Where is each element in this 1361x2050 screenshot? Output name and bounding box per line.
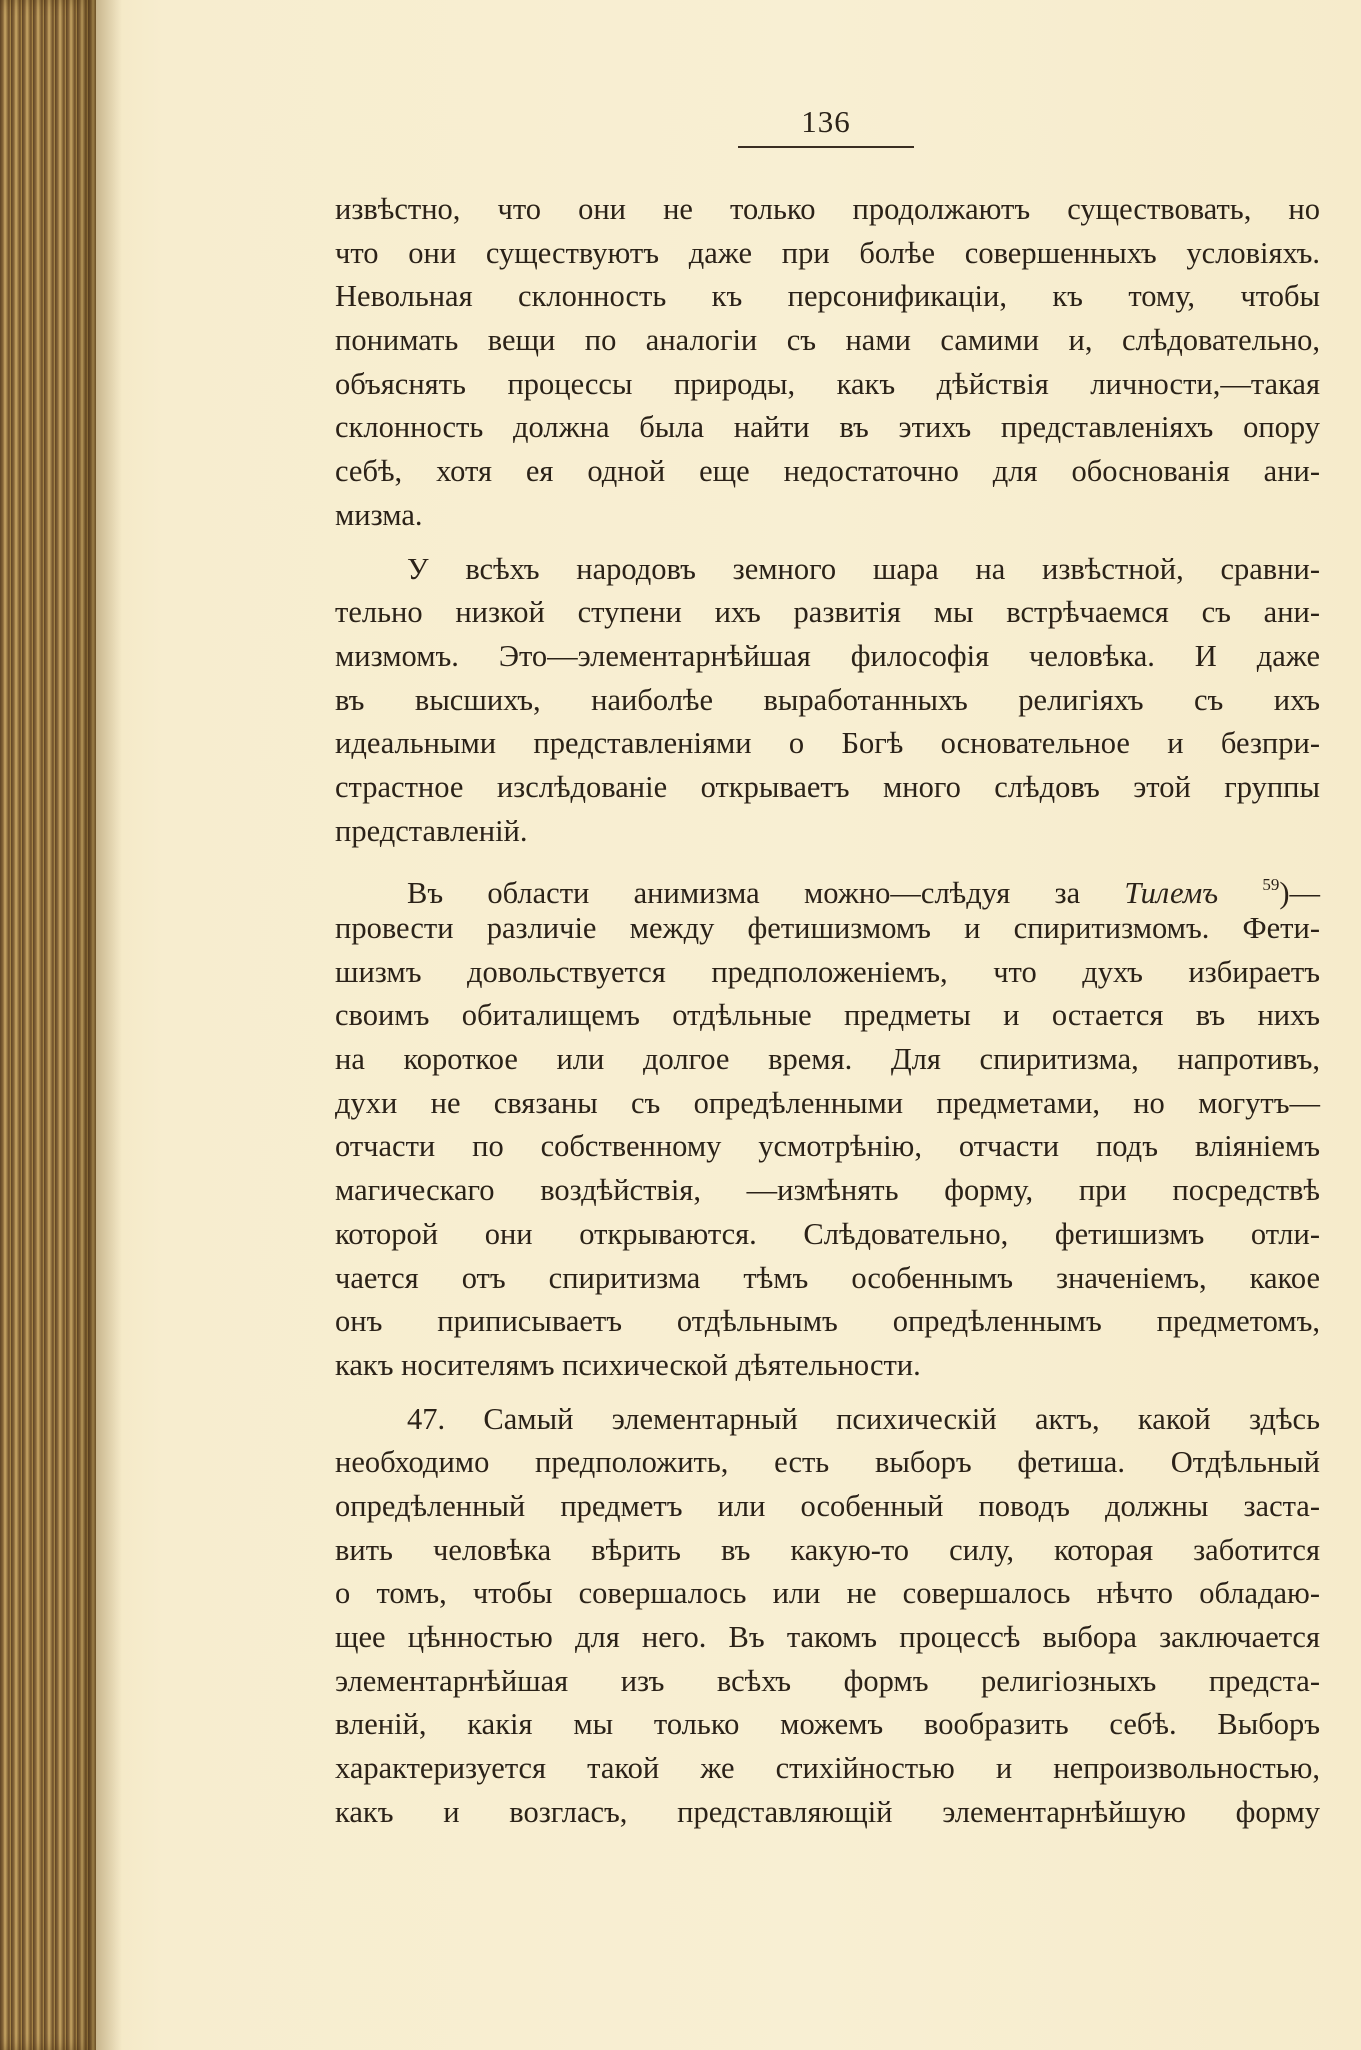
paragraph-3	[335, 863, 1320, 1387]
gutter-shadow	[96, 0, 122, 2050]
body-text	[335, 188, 1320, 1844]
paragraph-2	[335, 548, 1320, 854]
page-number-rule	[738, 146, 914, 148]
text-line: онъ приписываетъ отдѣльнымъ опредѣленнымъ предметомъ,	[335, 1304, 1320, 1339]
text-line: на короткое или долгое время. Для спиритизма, напротивъ,	[335, 1042, 1320, 1077]
text-line: страстное изслѣдованіе открываетъ много слѣдовъ этой группы	[335, 769, 1320, 804]
text-line: мизмомъ. Это—элементарнѣйшая философія человѣка. И даже	[335, 638, 1320, 673]
text-line: опредѣленный предметъ или особенный поводъ должны заста-	[335, 1488, 1320, 1523]
text-line: чается отъ спиритизма тѣмъ особеннымъ значеніемъ, какое	[335, 1260, 1320, 1295]
text-line: провести различіе между фетишизмомъ и спиритизмомъ. Фети-	[335, 911, 1320, 945]
author-name: Тилемъ	[1124, 876, 1219, 911]
text-line: объяснять процессы природы, какъ дѣйствія личности,—такая	[335, 366, 1320, 401]
text-line: что они существуютъ даже при болѣе совершенныхъ условіяхъ.	[335, 235, 1320, 270]
text-run: )—	[1279, 876, 1321, 911]
text-line: вить человѣка вѣрить въ какую-то силу, которая заботится	[335, 1532, 1320, 1567]
text-line: своимъ обиталищемъ отдѣльные предметы и остается въ нихъ	[335, 998, 1320, 1033]
text-line: характеризуется такой же стихійностью и непроизвольностью,	[335, 1751, 1320, 1786]
text-line: которой они открываются. Слѣдовательно, фетишизмъ отли-	[335, 1216, 1320, 1251]
paragraph-1	[335, 188, 1320, 538]
text-line: мизма.	[335, 497, 423, 532]
book-spine	[0, 0, 96, 2050]
text-run: Въ области анимизма можно—слѣдуя за	[407, 876, 1125, 911]
text-line: элементарнѣйшая изъ всѣхъ формъ религіозныхъ предста-	[335, 1663, 1320, 1698]
text-line: понимать вещи по аналогіи съ нами самими и, слѣдовательно,	[335, 323, 1320, 358]
text-line: въ высшихъ, наиболѣе выработанныхъ религіяхъ съ ихъ	[335, 682, 1320, 717]
text-line: идеальными представленіями о Богѣ основательное и безпри-	[335, 726, 1320, 761]
text-line: представленій.	[335, 813, 528, 848]
text-line: извѣстно, что они не только продолжаютъ существовать, но	[335, 192, 1320, 226]
text-line: какъ носителямъ психической дѣятельности.	[335, 1347, 921, 1382]
text-line: щее цѣнностью для него. Въ такомъ процессѣ выбора заключается	[335, 1620, 1320, 1654]
text-line: себѣ, хотя ея одной еще недостаточно для обоснованія ани-	[335, 454, 1320, 489]
footnote-marker: 59	[1262, 875, 1280, 895]
text-line: тельно низкой ступени ихъ развитія мы встрѣчаемся съ ани-	[335, 595, 1320, 630]
text-line: магическаго воздѣйствія, —измѣнять форму, при посредствѣ	[335, 1173, 1320, 1208]
text-line: духи не связаны съ опредѣленными предметами, но могутъ—	[335, 1085, 1320, 1120]
text-line: отчасти по собственному усмотрѣнію, отчасти подъ вліяніемъ	[335, 1129, 1320, 1164]
text-line: необходимо предположить, есть выборъ фетиша. Отдѣльный	[335, 1445, 1320, 1480]
text-line: 47. Самый элементарный психическій актъ, какой здѣсь	[407, 1401, 1320, 1436]
text-line: склонность должна была найти въ этихъ представленіяхъ опору	[335, 410, 1320, 445]
text-line: вленій, какія мы только можемъ вообразить себѣ. Выборъ	[335, 1707, 1320, 1742]
page-number: 136	[801, 104, 851, 139]
text-line: какъ и возгласъ, представляющій элементарнѣйшую форму	[335, 1794, 1320, 1829]
paragraph-4	[335, 1398, 1320, 1835]
text-line: Невольная склонность къ персонификаціи, къ тому, чтобы	[335, 279, 1320, 314]
text-line: У всѣхъ народовъ земного шара на извѣстной, сравни-	[407, 551, 1320, 586]
text-line	[335, 863, 1321, 911]
text-line: о томъ, чтобы совершалось или не совершалось нѣчто обладаю-	[335, 1576, 1320, 1611]
text-line: шизмъ довольствуется предположеніемъ, что духъ избираетъ	[335, 954, 1320, 989]
